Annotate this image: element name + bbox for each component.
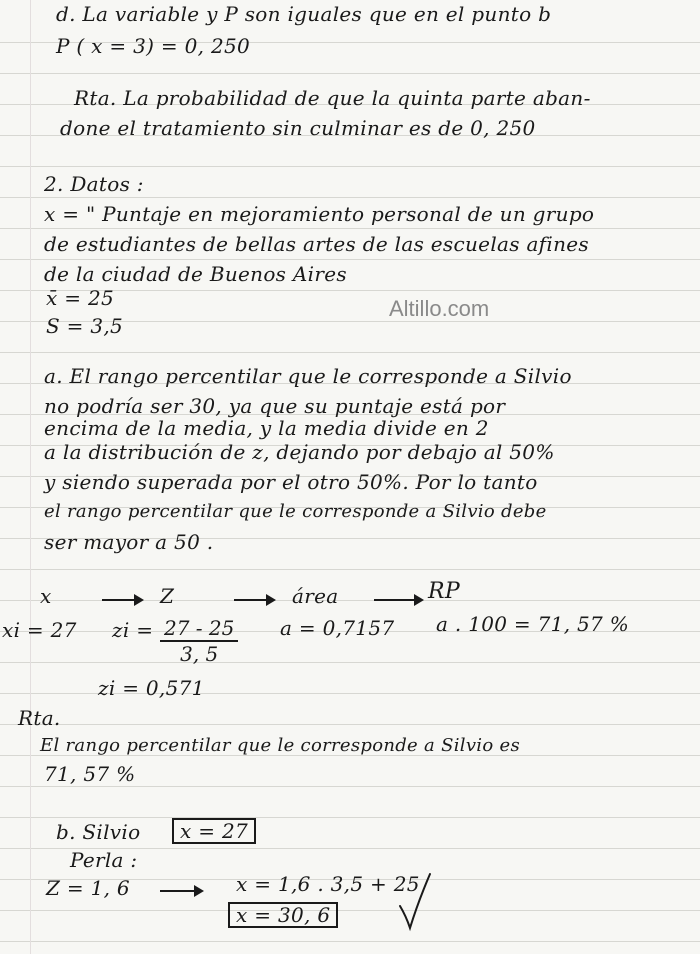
text-line: d. La variable y P son iguales que en el punto b [56,2,552,26]
text-line: Rta. La probabilidad de que la quinta parte aban- [74,86,591,110]
margin-rule [30,0,31,954]
flow-z: Z [160,584,175,608]
text-line: de estudiantes de bellas artes de las escuelas afines [44,232,589,256]
area-value: a = 0,7157 [280,616,395,640]
std-value: S = 3,5 [46,314,124,338]
zi-fraction [160,616,238,666]
answer-label: Rta. [18,706,61,730]
flow-rp: RP [428,579,460,604]
text-line: El rango percentilar que le corresponde a Silvio es [40,735,520,756]
text-line: no podría ser 30, ya que su puntaje está por [44,394,506,418]
text-line: a. El rango percentilar que le corresponde a Silvio [44,364,572,388]
arrow-icon [234,599,274,601]
flow-x: x [40,584,52,608]
boxed-result: x = 30, 6 [228,902,338,928]
section-heading: 2. Datos : [44,172,144,196]
arrow-icon [160,890,202,892]
text-line: el rango percentilar que le corresponde a Silvio debe [44,501,547,522]
perla-label: Perla : [70,848,138,872]
text-line: encima de la media, y la media divide en 2 [44,416,489,440]
text-line: de la ciudad de Buenos Aires [44,262,347,286]
zi-label: zi = [112,618,154,642]
fraction-numerator: 27 - 25 [160,616,238,642]
mean-value: x̄ = 25 [46,286,115,310]
text-line: x = " Puntaje en mejoramiento personal de un grupo [44,202,595,226]
checkmark-icon [398,872,432,932]
text-line: y siendo superada por el otro 50%. Por lo tanto [44,470,538,494]
text-line: 71, 57 % [44,762,136,786]
arrow-icon [102,599,142,601]
fraction-denominator: 3, 5 [180,642,219,666]
x-formula: x = 1,6 . 3,5 + 25 [236,872,420,896]
z-value: Z = 1, 6 [46,876,130,900]
boxed-value: x = 27 [172,818,256,844]
flow-area: área [292,584,339,608]
text-line: ser mayor a 50 . [44,530,214,554]
text-line: P ( x = 3) = 0, 250 [56,34,251,58]
percentile-calc: a . 100 = 71, 57 % [436,612,630,636]
watermark: Altillo.com [389,296,490,321]
text-line: a la distribución de z, dejando por debajo al 50% [44,440,555,464]
arrow-icon [374,599,422,601]
xi-value: xi = 27 [2,618,77,642]
text-line: done el tratamiento sin culminar es de 0, 250 [60,116,536,140]
section-b-label: b. Silvio [56,820,141,844]
zi-result: zi = 0,571 [98,676,205,700]
